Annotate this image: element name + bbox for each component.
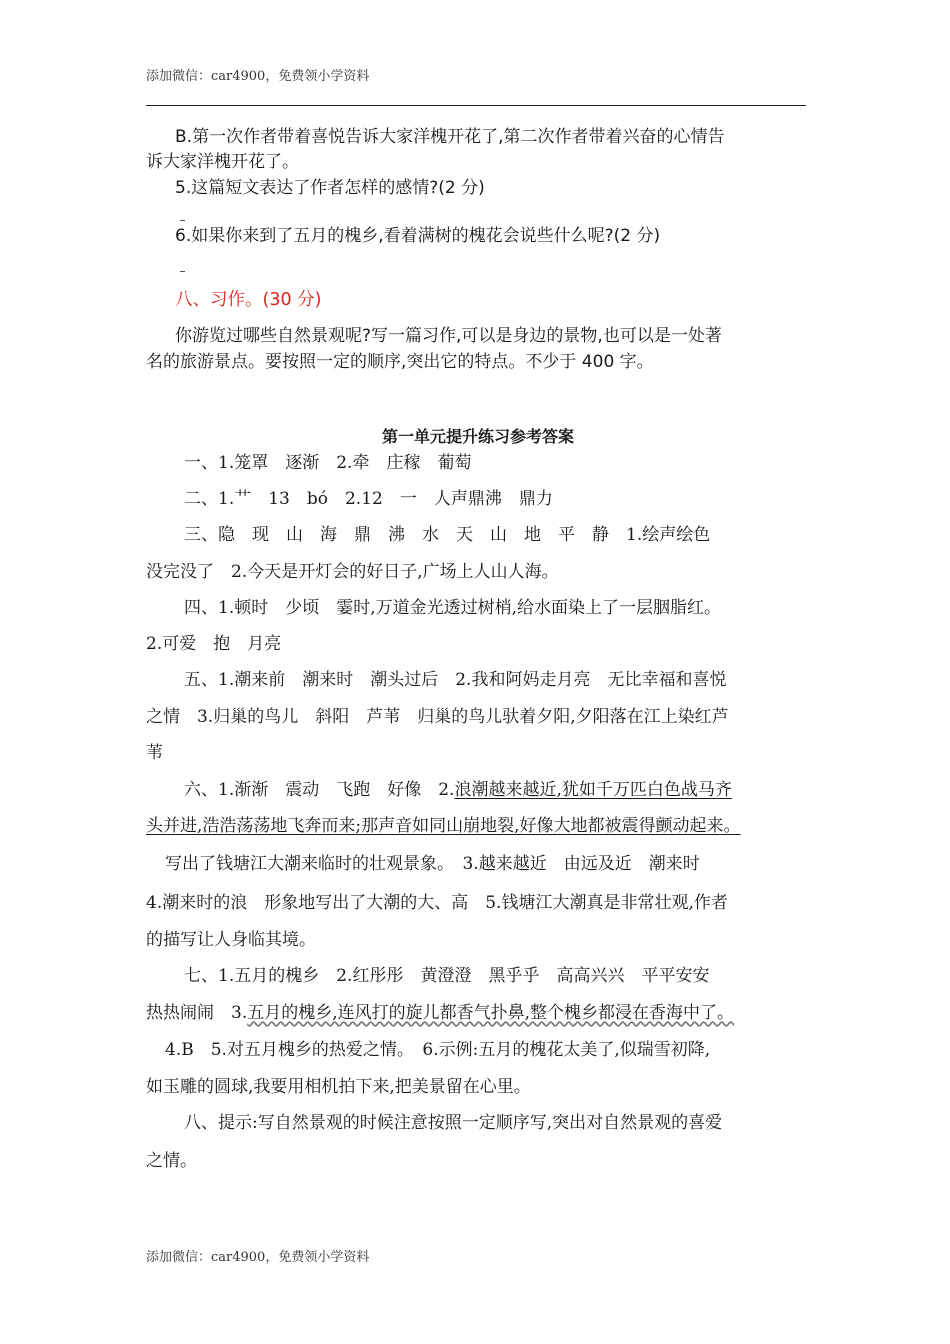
answer-6-line-1-prefix: 六、1.渐渐 震动 飞跑 好像 2.	[184, 780, 455, 800]
answer-4-line-2: 2.可爱 抱 月亮	[146, 634, 282, 654]
answer-6-line-3: 写出了钱塘江大潮来临时的壮观景象。 3.越来越近 由远及近 潮来时	[165, 854, 700, 874]
answer-blank-5	[180, 220, 185, 221]
answer-6-underlined-line-2: 头并进,浩浩荡荡地飞奔而来;那声音如同山崩地裂,好像大地都被震得颤动起来。	[146, 816, 741, 836]
answer-8-line-1: 八、提示:写自然景观的时候注意按照一定顺序写,突出对自然景观的喜爱	[184, 1113, 723, 1133]
answer-5-line-1: 五、1.潮来前 潮来时 潮头过后 2.我和阿妈走月亮 无比幸福和喜悦	[184, 670, 727, 690]
page-footer: 添加微信：car4900，免费领小学资料	[146, 1250, 370, 1265]
answers-title: 第一单元提升练习参考答案	[382, 427, 575, 446]
answer-7-line-2-prefix: 热热闹闹 3.	[146, 1003, 248, 1023]
composition-prompt-line-2: 名的旅游景点。要按照一定的顺序,突出它的特点。不少于 400 字。	[146, 352, 654, 372]
answer-3-line-1: 三、隐 现 山 海 鼎 沸 水 天 山 地 平 静 1.绘声绘色	[184, 525, 711, 545]
answer-3-line-2: 没完没了 2.今天是开灯会的好日子,广场上人山人海。	[146, 562, 559, 582]
answer-4-line-1: 四、1.顿时 少顷 霎时,万道金光透过树梢,给水面染上了一层胭脂红。	[184, 598, 722, 618]
answer-7-wavy-underlined: 五月的槐乡,连风打的旋儿都香气扑鼻,整个槐乡都浸在香海中了。	[247, 1003, 735, 1023]
answer-7-line-4: 如玉雕的圆球,我要用相机拍下来,把美景留在心里。	[146, 1077, 531, 1097]
answer-7-line-3: 4.B 5.对五月槐乡的热爱之情。 6.示例:五月的槐花太美了,似瑞雪初降,	[165, 1040, 711, 1060]
question-5: 5.这篇短文表达了作者怎样的感情?(2 分)	[175, 178, 485, 198]
answer-6-line-1	[184, 779, 732, 801]
answer-6-line-4: 4.潮来时的浪 形象地写出了大潮的大、高 5.钱塘江大潮真是非常壮观,作者	[146, 893, 728, 913]
question-6: 6.如果你来到了五月的槐乡,看着满树的槐花会说些什么呢?(2 分)	[175, 226, 661, 246]
composition-prompt-line-1: 你游览过哪些自然景观呢?写一篇习作,可以是身边的景物,也可以是一处著	[175, 326, 722, 346]
answer-7-line-2	[146, 1002, 734, 1024]
answer-6-line-5: 的描写让人身临其境。	[146, 930, 316, 950]
composition-heading: 八、习作。(30 分)	[175, 290, 322, 310]
header-rule	[146, 105, 806, 106]
answer-5-line-3: 苇	[146, 743, 163, 763]
answer-5-line-2: 之情 3.归巢的鸟儿 斜阳 芦苇 归巢的鸟儿驮着夕阳,夕阳落在江上染红芦	[146, 707, 729, 727]
page-header: 添加微信：car4900，免费领小学资料	[146, 69, 370, 84]
answer-8-line-2: 之情。	[146, 1151, 197, 1171]
answer-2: 二、1.艹 13 bó 2.12 一 人声鼎沸 鼎力	[184, 489, 553, 509]
option-b-line-1: B.第一次作者带着喜悦告诉大家洋槐开花了,第二次作者带着兴奋的心情告	[175, 127, 725, 147]
answer-1: 一、1.笼罩 逐渐 2.牵 庄稼 葡萄	[184, 453, 472, 473]
answer-blank-6	[180, 271, 185, 272]
option-b-line-2: 诉大家洋槐开花了。	[146, 152, 299, 172]
answer-6-underlined-start: 浪潮越来越近,犹如千万匹白色战马齐	[454, 780, 732, 800]
answer-7-line-1: 七、1.五月的槐乡 2.红彤彤 黄澄澄 黑乎乎 高高兴兴 平平安安	[184, 966, 710, 986]
